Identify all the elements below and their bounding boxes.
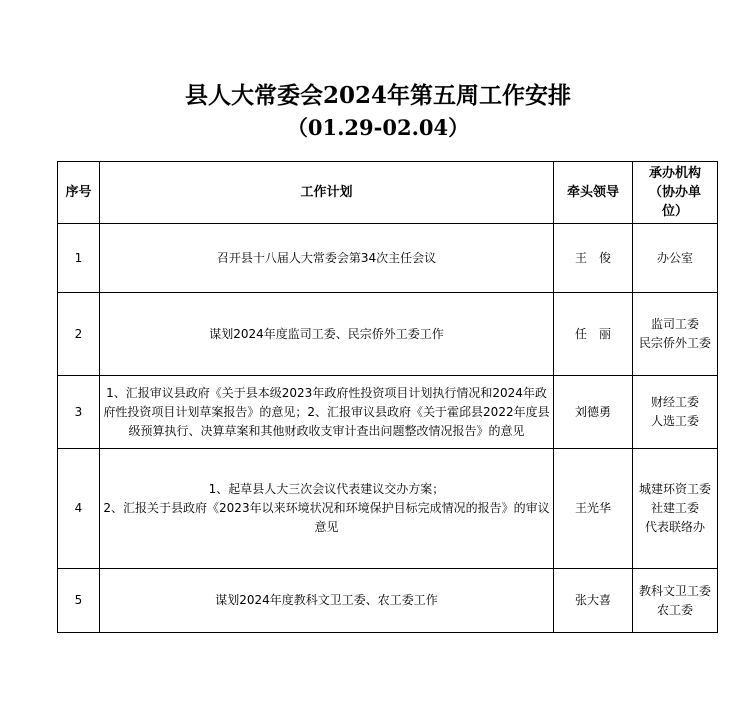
work-plan-line: 1、起草县人大三次会议代表建议交办方案；	[208, 482, 445, 496]
work-plan	[100, 376, 554, 449]
document-title: 县人大常委会2024年第五周工作安排	[184, 82, 571, 109]
org-line: 教科文卫工委	[638, 583, 711, 598]
org-line: 财经工委	[650, 395, 699, 409]
header-plan: 工作计划	[100, 162, 554, 224]
work-plan	[100, 569, 554, 633]
lead-official: 王光华	[554, 449, 633, 569]
org-line: 民宗侨外工委	[638, 336, 711, 350]
table-row	[58, 293, 718, 376]
header-org: 承办机构（协办单位）	[633, 162, 718, 224]
responsible-org	[633, 376, 718, 449]
row-number: 3	[58, 376, 100, 449]
table-row	[58, 569, 718, 633]
org-line: 人选工委	[650, 414, 699, 428]
header-lead: 牵头领导	[554, 162, 633, 224]
lead-official	[554, 224, 633, 293]
row-number: 1	[58, 224, 100, 293]
lead-official: 张大喜	[554, 569, 633, 633]
work-plan-line: 谋划2024年度教科文卫工委、农工委工作	[215, 593, 438, 607]
row-number: 4	[58, 449, 100, 569]
work-plan	[100, 449, 554, 569]
lead-official-name: 任丽	[574, 326, 623, 341]
work-plan-line: 召开县十八届人大常委会第34次主任会议	[216, 250, 437, 265]
responsible-org	[633, 569, 718, 633]
work-plan-line: 2、汇报关于县政府《2023年以来环境状况和环境保护目标完成情况的报告》的审议意见	[103, 501, 550, 534]
table-header-row	[58, 162, 718, 224]
responsible-org	[633, 293, 718, 376]
responsible-org	[633, 224, 718, 293]
lead-official	[554, 293, 633, 376]
work-plan	[100, 293, 554, 376]
org-line: 监司工委	[650, 317, 699, 331]
date-range: （01.29-02.04）	[286, 115, 470, 140]
lead-official: 刘德勇	[554, 376, 633, 449]
org-line: 社建工委	[650, 501, 699, 515]
table-row	[58, 224, 718, 293]
row-number: 5	[58, 569, 100, 633]
org-line: 农工委	[656, 602, 693, 617]
table-row	[58, 449, 718, 569]
work-plan-line: 1、汇报审议县政府《关于县本级2023年政府性投资项目计划执行情况和2024年政府性投资项目计划草案报告》的意见；2、汇报审议县政府《关于霍邱县2022年度县级预算执行、决算草案和其他财政收支审计查出问题整改情况报告》的意见	[103, 385, 550, 438]
org-line: 城建环资工委	[638, 482, 711, 496]
work-schedule-table	[57, 161, 718, 633]
header-no: 序号	[58, 162, 100, 224]
lead-official-name: 王俊	[574, 250, 623, 265]
work-plan-line: 谋划2024年度监司工委、民宗侨外工委工作	[209, 326, 444, 341]
row-number: 2	[58, 293, 100, 376]
responsible-org	[633, 449, 718, 569]
work-plan	[100, 224, 554, 293]
org-line: 办公室	[656, 250, 693, 265]
org-line: 代表联络办	[644, 520, 705, 534]
table-row	[58, 376, 718, 449]
